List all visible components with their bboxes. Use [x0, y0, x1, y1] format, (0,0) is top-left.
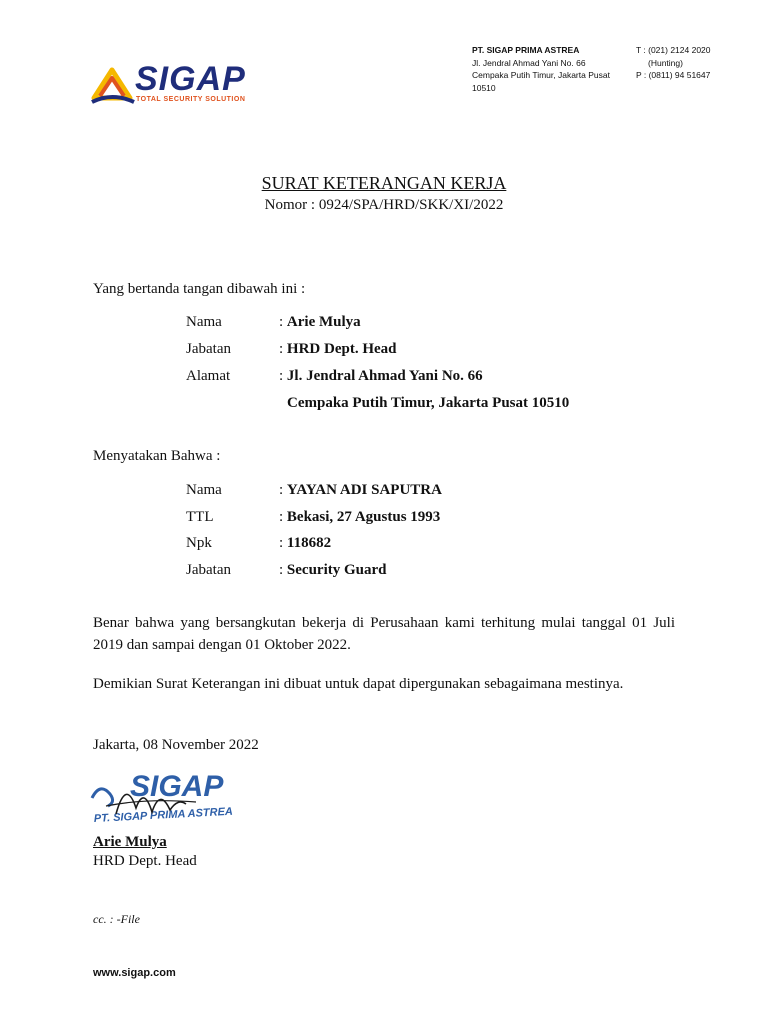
company-stamp: [86, 768, 246, 838]
document-title: SURAT KETERANGAN KERJA: [261, 173, 507, 193]
signer-name: Arie Mulya: [93, 834, 167, 850]
stamp-company: PT. SIGAP PRIMA ASTREA: [93, 805, 234, 825]
logo-wordmark: SIGAP: [135, 60, 246, 98]
field-label: Jabatan: [186, 341, 231, 357]
phone-line: T : (021) 2124 2020: [636, 45, 711, 55]
field-label: Npk: [186, 535, 212, 551]
field-value: : YAYAN ADI SAPUTRA: [279, 482, 442, 498]
phone-line: P : (0811) 94 51647: [636, 70, 711, 80]
place-date: Jakarta, 08 November 2022: [93, 737, 259, 753]
logo-tagline: TOTAL SECURITY SOLUTION: [136, 96, 246, 103]
stamp-word: SIGAP: [130, 770, 224, 803]
field-value-continued: Cempaka Putih Timur, Jakarta Pusat 10510: [287, 395, 570, 411]
carbon-copy-note: cc. : -File: [93, 912, 140, 926]
company-name: PT. SIGAP PRIMA ASTREA: [472, 45, 580, 55]
stamp-signature-icon: [86, 768, 246, 838]
field-label: Jabatan: [186, 562, 231, 578]
company-address-line: Cempaka Putih Timur, Jakarta Pusat: [472, 70, 610, 80]
statement-text: Menyatakan Bahwa :: [93, 448, 221, 464]
company-address-block: [472, 44, 632, 94]
field-value: : 118682: [279, 535, 332, 551]
company-phone-block: [636, 44, 756, 82]
field-value: : HRD Dept. Head: [279, 341, 397, 357]
field-label: Nama: [186, 314, 222, 330]
field-label: Alamat: [186, 368, 231, 384]
intro-text: Yang bertanda tangan dibawah ini :: [93, 281, 306, 297]
signer-position: HRD Dept. Head: [93, 853, 197, 869]
body-paragraph: Benar bahwa yang bersangkutan bekerja di Perusahaan kami terhitung mulai tanggal 01 Juli 2019 dan sampai dengan 01 Oktober 2022.: [93, 615, 675, 653]
field-value: : Bekasi, 27 Agustus 1993: [279, 509, 441, 525]
field-label: TTL: [186, 509, 214, 525]
company-address-line: Jl. Jendral Ahmad Yani No. 66: [472, 57, 586, 68]
company-address-line: 10510: [472, 82, 496, 93]
footer-website: www.sigap.com: [93, 967, 176, 979]
field-value: : Security Guard: [279, 562, 387, 578]
field-value: : Arie Mulya: [279, 314, 361, 330]
field-label: Nama: [186, 482, 222, 498]
document-number: Nomor : 0924/SPA/HRD/SKK/XI/2022: [264, 197, 504, 213]
phone-line: (Hunting): [648, 57, 683, 68]
closing-paragraph: Demikian Surat Keterangan ini dibuat untuk dapat dipergunakan sebagaimana mestinya.: [93, 676, 624, 692]
field-value: : Jl. Jendral Ahmad Yani No. 66: [279, 368, 483, 384]
